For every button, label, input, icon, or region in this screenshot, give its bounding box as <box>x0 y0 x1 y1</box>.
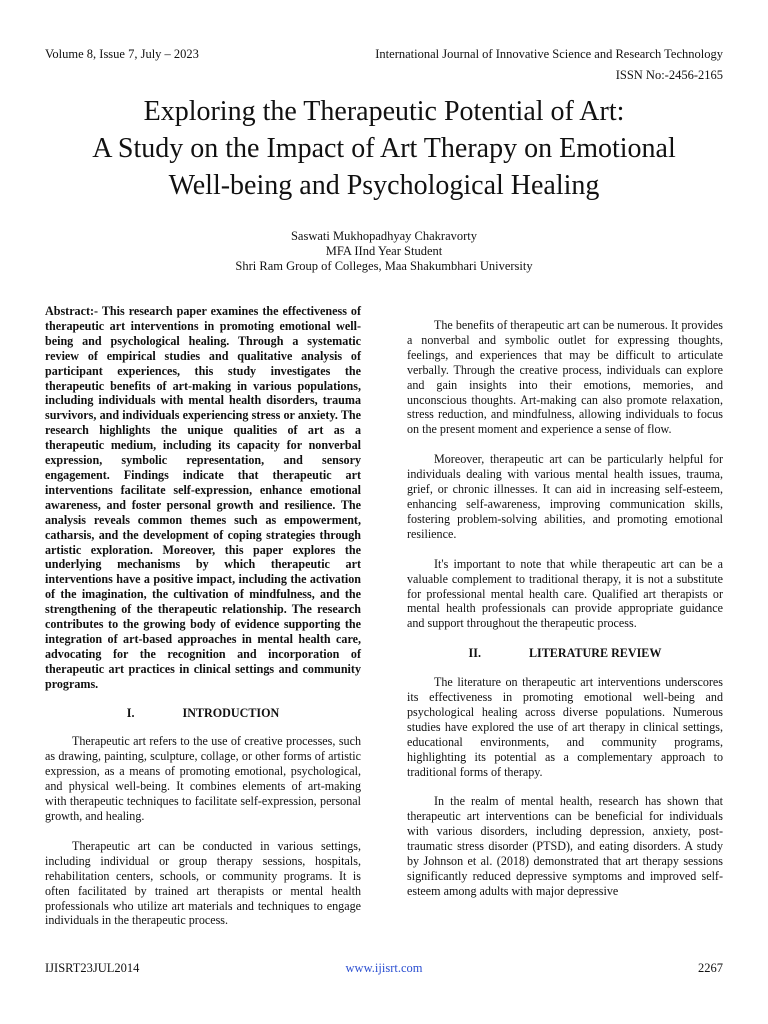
section-heading-literature-review <box>407 646 723 661</box>
intro-paragraph-1: Therapeutic art refers to the use of creative processes, such as drawing, painting, sculpture, collage, or other forms of artistic expression, as a means of promoting emotional, psychological, and physical well-being. It combines elements of art-making with therapeutic techniques to facilitate self-expression, personal growth, and healing. <box>45 734 361 823</box>
section-title: INTRODUCTION <box>182 705 280 720</box>
literature-paragraph-1: The literature on therapeutic art interventions underscores its effectiveness in promoting emotional well-being and psychological healing across diverse populations. Numerous studies have explored the use of art therapy in clinical settings, educational environments, and community programs, highlighting its potential as a complementary approach to traditional forms of therapy. <box>407 675 723 779</box>
left-column <box>45 304 361 943</box>
literature-paragraph-2: In the realm of mental health, research has shown that therapeutic art interventions can be beneficial for individuals with various disorders, including depression, anxiety, post-traumatic stress disorder (PTSD), and eating disorders. A study by Johnson et al. (2018) demonstrated that art therapy sessions significantly reduced depressive symptoms and improved self-esteem among adults with major depressive <box>407 794 723 898</box>
section-heading-introduction <box>45 706 361 721</box>
footer-website-link[interactable]: www.ijisrt.com <box>345 961 423 975</box>
paper-title <box>30 93 738 204</box>
abstract: Abstract:- This research paper examines the effectiveness of therapeutic art interventions in promoting emotional well-being and psychological healing. Through a systematic review of empirical studies and qualitative analysis of participant experiences, this study investigates the therapeutic benefits of art-making in various populations, including individuals with mental health disorders, trauma survivors, and individuals experiencing stress or anxiety. The research highlights the unique qualities of art as a therapeutic medium, including its capacity for nonverbal expression, symbolic representation, and sensory engagement. Findings indicate that therapeutic art interventions facilitate self-expression, enhance emotional awareness, and foster personal growth and resilience. The analysis reveals common themes such as empowerment, catharsis, and the development of coping strategies through artistic exploration. Moreover, this paper explores the underlying mechanisms by which therapeutic art interventions have a positive impact, including the activation of the imagination, the cultivation of mindfulness, and the strengthening of the therapeutic relationship. The research contributes to the growing body of evidence supporting the integration of art-based approaches in mental health care, advocating for the recognition and incorporation of therapeutic art practices in clinical settings and community programs. <box>45 304 361 691</box>
title-line-2: A Study on the Impact of Art Therapy on Emotional <box>92 133 676 164</box>
moreover-paragraph: Moreover, therapeutic art can be particularly helpful for individuals dealing with various mental health issues, trauma, grief, or chronic illnesses. It can aid in increasing self-esteem, enhancing self-awareness, improving communication skills, fostering problem-solving abilities, and promoting emotional resilience. <box>407 452 723 541</box>
right-column <box>407 304 723 914</box>
benefits-paragraph: The benefits of therapeutic art can be numerous. It provides a nonverbal and symbolic outlet for expressing thoughts, feelings, and experiences that may be difficult to articulate verbally. Through the creative process, individuals can explore and gain insights into their emotions, memories, and unconscious thoughts. Art-making can also promote relaxation, stress reduction, and mindfulness, allowing individuals to focus on the present moment and experience a sense of flow. <box>407 318 723 437</box>
volume-issue: Volume 8, Issue 7, July – 2023 <box>45 47 199 61</box>
footer-page-number: 2267 <box>698 961 723 975</box>
journal-name: International Journal of Innovative Science and Research Technology <box>375 47 723 61</box>
section-title: LITERATURE REVIEW <box>528 646 662 661</box>
footer-paper-code: IJISRT23JUL2014 <box>45 961 140 975</box>
intro-paragraph-2: Therapeutic art can be conducted in various settings, including individual or group therapy sessions, hospitals, rehabilitation centers, schools, or community programs. It is often facilitated by trained art therapists or mental health professionals who utilize art materials and techniques to engage individuals in the therapeutic process. <box>45 838 361 928</box>
section-number: I. <box>126 705 135 720</box>
issn: ISSN No:-2456-2165 <box>615 68 723 82</box>
section-number: II. <box>468 646 481 661</box>
author-role: MFA IInd Year Student <box>325 244 443 258</box>
title-line-1: Exploring the Therapeutic Potential of Art: <box>143 96 625 127</box>
title-line-3: Well-being and Psychological Healing <box>168 170 600 201</box>
note-paragraph: It's important to note that while therapeutic art can be a valuable complement to traditional therapy, it is not a substitute for professional mental health care. Qualified art therapists or mental health professionals can provide appropriate guidance and support throughout the therapeutic process. <box>407 556 723 631</box>
author-affiliation: Shri Ram Group of Colleges, Maa Shakumbhari University <box>235 259 533 273</box>
author-name: Saswati Mukhopadhyay Chakravorty <box>290 229 478 243</box>
author-block <box>0 229 768 274</box>
